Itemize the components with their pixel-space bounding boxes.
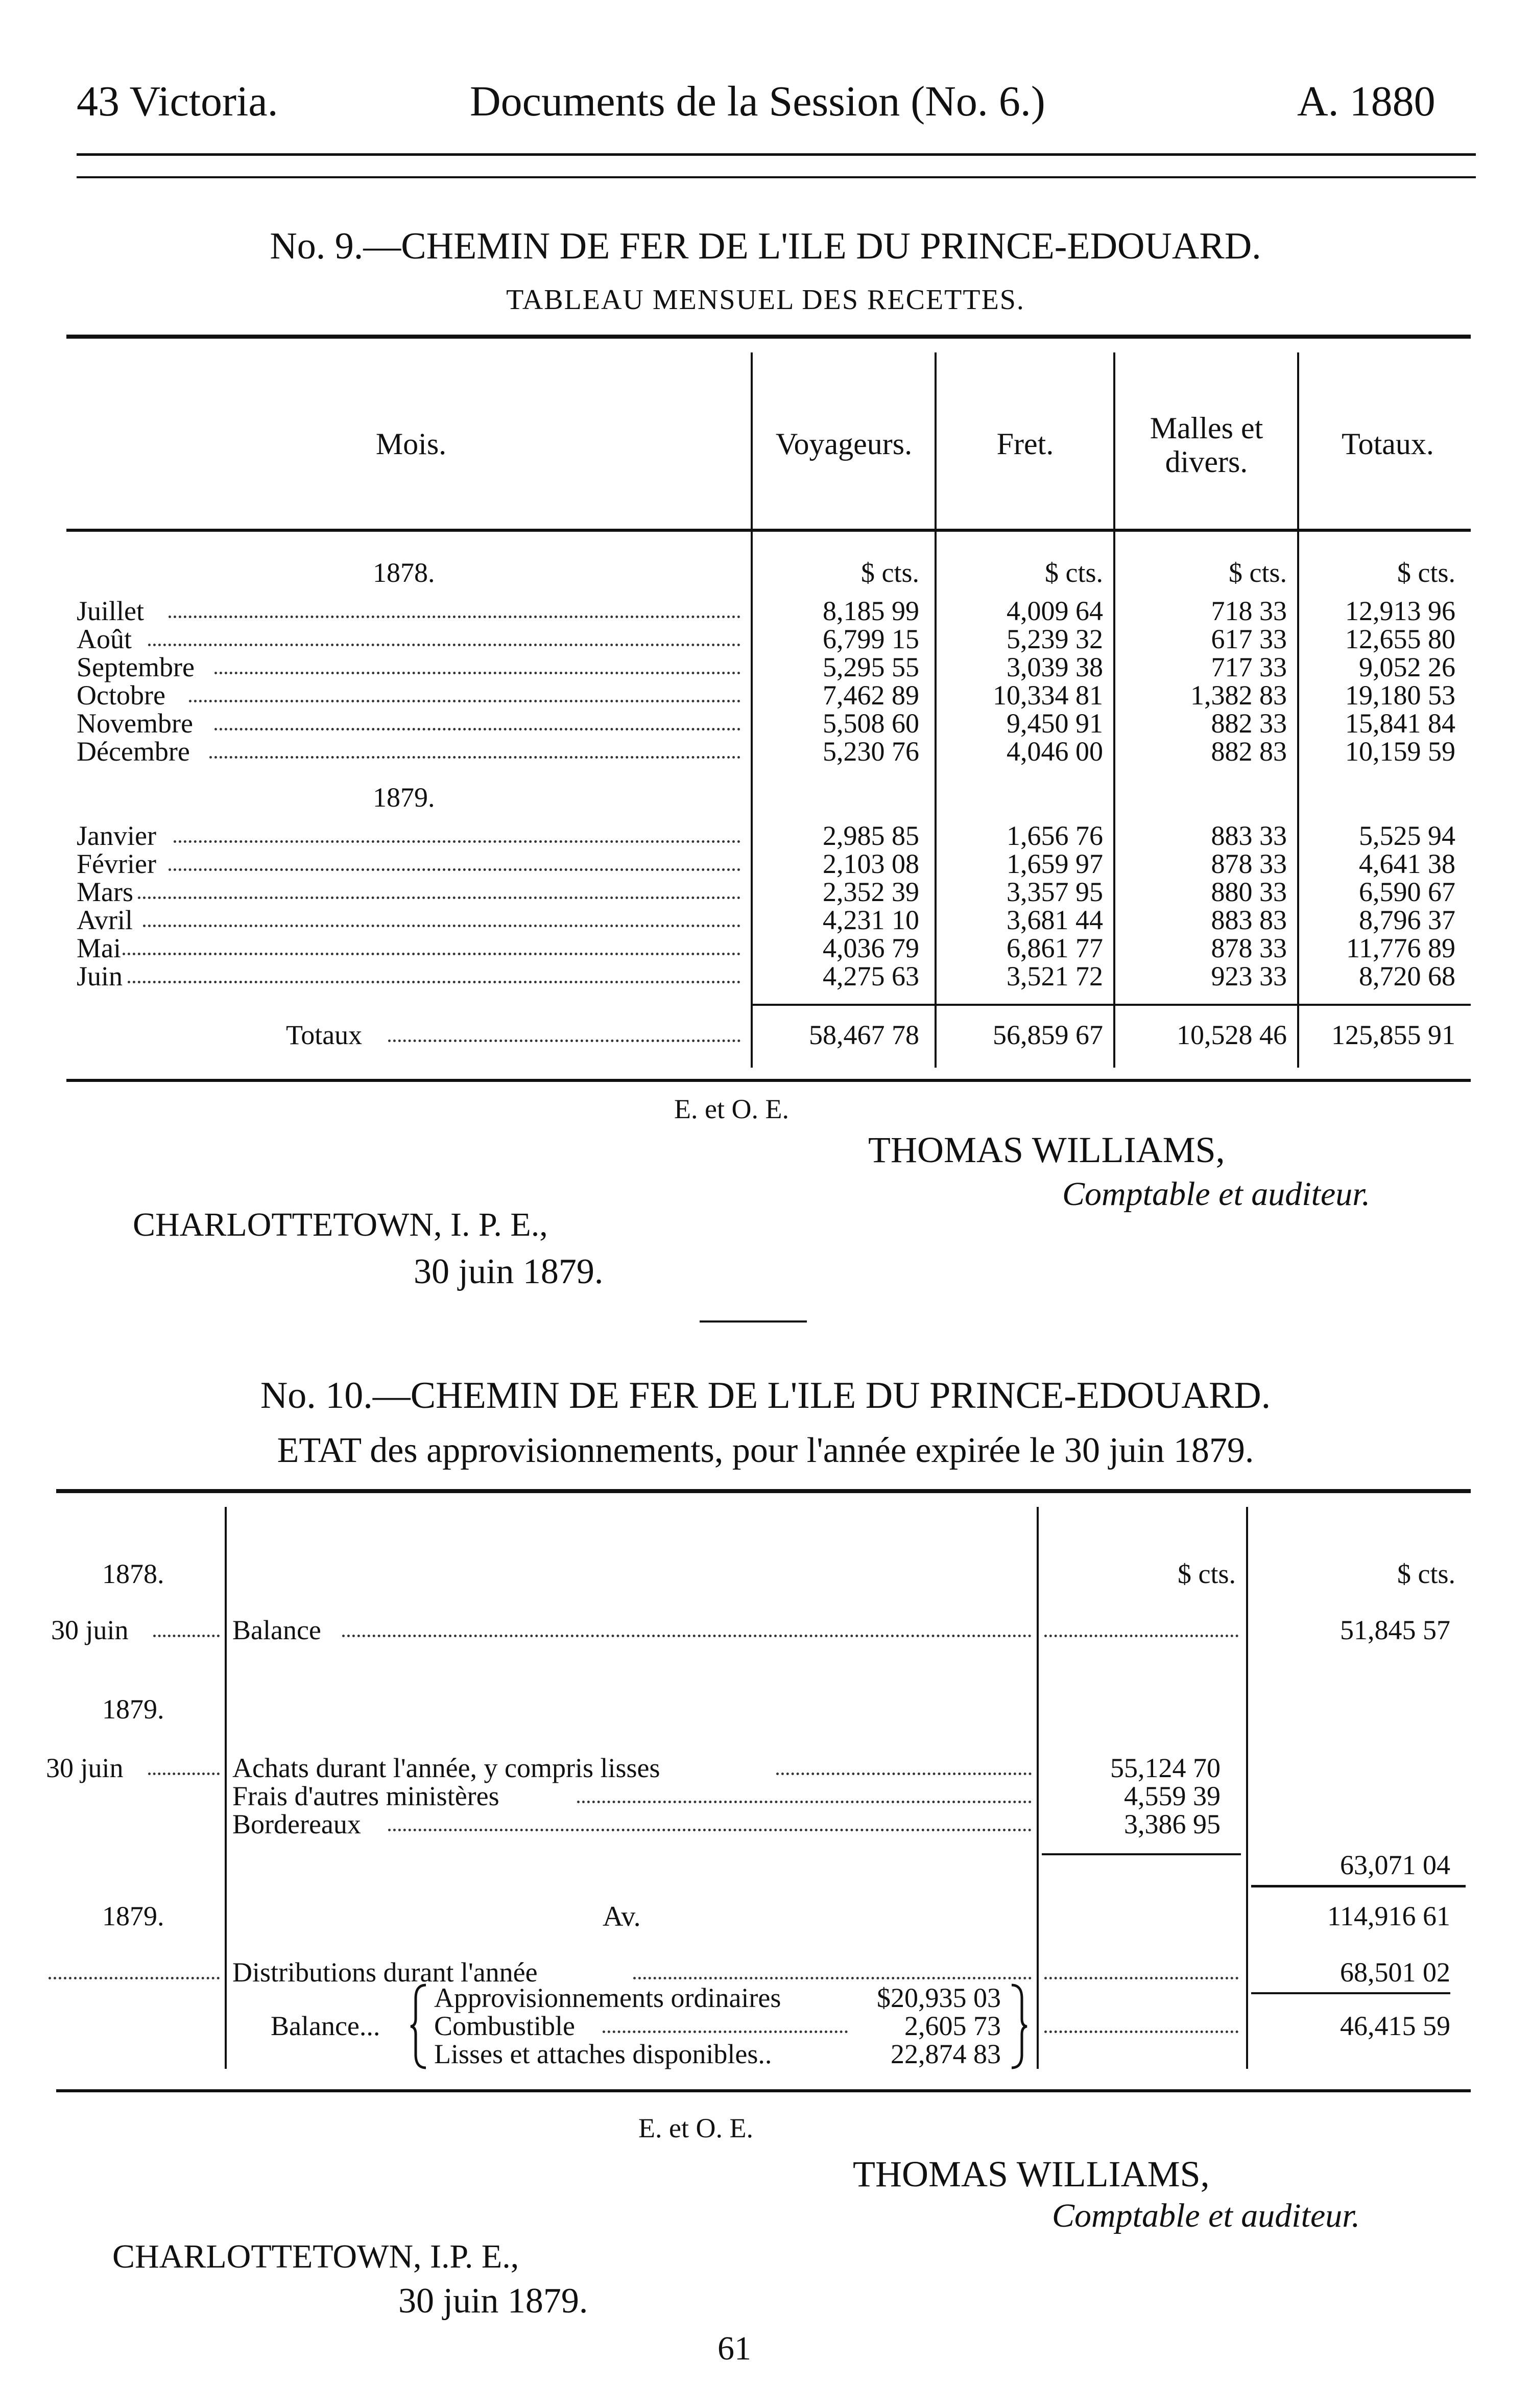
item-amount: 3,386 95 (1124, 1809, 1221, 1839)
cell-malles: 882 83 (1211, 736, 1287, 767)
total-malles: 10,528 46 (1177, 1020, 1287, 1050)
cell-malles: 878 33 (1211, 848, 1287, 879)
cell-voyageurs: 8,185 99 (823, 596, 919, 626)
table10-vline-1 (225, 1507, 227, 2069)
cell-totaux: 11,776 89 (1346, 933, 1455, 963)
leader-dots (388, 1040, 740, 1042)
month-label: Avril (77, 905, 133, 935)
table10-signer-title: Comptable et auditeur. (1052, 2197, 1360, 2234)
item-amount: 55,124 70 (1110, 1753, 1221, 1783)
table9-header-rule (66, 529, 1471, 532)
cell-totaux: 15,841 84 (1345, 708, 1455, 739)
cell-fret: 6,861 77 (1007, 933, 1103, 963)
grand-total-rule (1251, 1885, 1466, 1887)
table9-vline-2 (935, 352, 937, 1068)
month-label: Septembre (77, 652, 195, 682)
leader-dots (123, 953, 740, 955)
cell-malles: 880 33 (1211, 877, 1287, 907)
leader-dots (633, 1977, 1032, 1979)
table10-year-1879: 1879. (102, 1694, 164, 1725)
cell-fret: 9,450 91 (1007, 708, 1103, 739)
cell-fret: 3,521 72 (1007, 961, 1103, 991)
month-label: Février (77, 848, 156, 879)
cell-malles: 883 83 (1211, 905, 1287, 935)
leader-dots (342, 1635, 1032, 1637)
balance-total: 51,845 57 (1340, 1615, 1450, 1645)
table10-eo: E. et O. E. (638, 2113, 753, 2143)
cell-voyageurs: 2,985 85 (823, 820, 919, 851)
cell-totaux: 8,796 37 (1359, 905, 1455, 935)
item-label: Bordereaux (232, 1809, 361, 1839)
col-header-fret: Fret. (996, 427, 1054, 461)
cell-voyageurs: 4,275 63 (823, 961, 919, 991)
cell-voyageurs: 6,799 15 (823, 624, 919, 654)
table9-vline-3 (1113, 352, 1115, 1068)
leader-dots (143, 925, 740, 927)
table10-signer: THOMAS WILLIAMS, (853, 2154, 1210, 2194)
unit-voyageurs: $ cts. (861, 557, 919, 588)
cell-malles: 878 33 (1211, 933, 1287, 963)
cell-voyageurs: 7,462 89 (823, 680, 919, 711)
table9-place: CHARLOTTETOWN, I. P. E., (133, 1206, 548, 1243)
section-divider (700, 1320, 807, 1323)
distributions-label: Distributions durant l'année (232, 1957, 538, 1988)
av-label: Av. (603, 1901, 641, 1932)
total-voyageurs: 58,467 78 (809, 1020, 919, 1050)
col-header-totaux: Totaux. (1342, 427, 1434, 461)
cell-totaux: 12,913 96 (1345, 596, 1455, 626)
leader-dots (169, 868, 740, 871)
leader-dots (1044, 2031, 1238, 2033)
cell-fret: 3,357 95 (1007, 877, 1103, 907)
total-totaux: 125,855 91 (1331, 1020, 1455, 1050)
table9-year-1879: 1879. (373, 782, 435, 813)
table10-place: CHARLOTTETOWN, I.P. E., (112, 2238, 519, 2275)
cell-totaux: 19,180 53 (1345, 680, 1455, 711)
table10-year-1879b: 1879. (102, 1901, 164, 1931)
header-left: 43 Victoria. (77, 78, 278, 125)
cell-fret: 3,039 38 (1007, 652, 1103, 682)
table9-signer: THOMAS WILLIAMS, (868, 1129, 1225, 1170)
grand-total: 114,916 61 (1327, 1901, 1450, 1931)
cell-malles: 718 33 (1211, 596, 1287, 626)
table9-signer-title: Comptable et auditeur. (1062, 1175, 1371, 1213)
month-label: Juin (77, 961, 123, 991)
cell-totaux: 12,655 80 (1345, 624, 1455, 654)
cell-voyageurs: 5,230 76 (823, 736, 919, 767)
header-right: A. 1880 (1297, 78, 1436, 125)
cell-voyageurs: 4,231 10 (823, 905, 919, 935)
leader-dots (138, 896, 740, 899)
cell-fret: 10,334 81 (993, 680, 1103, 711)
leader-dots (189, 700, 740, 702)
leader-dots (169, 616, 740, 618)
cell-malles: 617 33 (1211, 624, 1287, 654)
cell-malles: 1,382 83 (1190, 680, 1287, 711)
sub-item-amount: 22,874 83 (891, 2039, 1001, 2069)
item-label: Achats durant l'année, y compris lisses (232, 1753, 660, 1783)
unit-malles: $ cts. (1229, 557, 1287, 588)
cell-totaux: 5,525 94 (1359, 820, 1455, 851)
cell-voyageurs: 5,508 60 (823, 708, 919, 739)
month-label: Novembre (77, 708, 193, 739)
cell-voyageurs: 2,103 08 (823, 848, 919, 879)
table10-title: No. 10.—CHEMIN DE FER DE L'ILE DU PRINCE-EDOUARD. (260, 1375, 1271, 1417)
table9-year-1878: 1878. (373, 557, 435, 588)
table10-top-rule (56, 1489, 1471, 1493)
col-header-mois: Mois. (375, 427, 447, 461)
cell-fret: 4,009 64 (1007, 596, 1103, 626)
table9-title: No. 9.—CHEMIN DE FER DE L'ILE DU PRINCE-EDOUARD. (270, 225, 1261, 267)
month-label: Mai (77, 933, 121, 963)
sub-item-label: Combustible (434, 2011, 576, 2041)
distributions-total: 68,501 02 (1340, 1957, 1450, 1988)
item-amount: 4,559 39 (1124, 1781, 1221, 1811)
cell-fret: 1,659 97 (1007, 848, 1103, 879)
table10-date-2: 30 juin (46, 1753, 124, 1783)
leader-dots (388, 1829, 1032, 1831)
header-rule-top (77, 153, 1476, 156)
leader-dots (577, 1801, 1032, 1803)
distributions-rule (1251, 1992, 1450, 1994)
table9-bottom-rule (66, 1079, 1471, 1082)
unit-fret: $ cts. (1045, 557, 1103, 588)
month-label: Mars (77, 877, 133, 907)
leader-dots (1044, 1977, 1238, 1979)
cell-fret: 3,681 44 (1007, 905, 1103, 935)
table10-date-1: 30 juin (51, 1615, 129, 1645)
col-header-malles: Malles et divers. (1150, 411, 1263, 479)
table9-eo: E. et O. E. (674, 1094, 789, 1124)
leader-dots (1044, 1635, 1238, 1637)
table10-date: 30 juin 1879. (398, 2281, 588, 2321)
table10-vline-2 (1037, 1507, 1039, 2069)
table9-top-rule (66, 335, 1471, 339)
col-header-voyageurs: Voyageurs. (775, 427, 913, 461)
unit-totaux: $ cts. (1397, 557, 1455, 588)
cell-totaux: 8,720 68 (1359, 961, 1455, 991)
month-label: Août (77, 624, 132, 654)
items-subtotal-rule (1042, 1853, 1241, 1855)
leader-dots (128, 981, 740, 983)
leader-dots (214, 672, 740, 674)
table10-year-1878: 1878. (102, 1559, 164, 1589)
cell-voyageurs: 2,352 39 (823, 877, 919, 907)
leader-dots (49, 1977, 220, 1979)
month-label: Janvier (77, 820, 156, 851)
leader-dots (148, 1773, 220, 1775)
table10-vline-3 (1246, 1507, 1248, 2069)
header-rule-bottom (77, 176, 1476, 178)
sub-item-label: Approvisionnements ordinaires (434, 1982, 781, 2013)
item-label: Frais d'autres ministères (232, 1781, 499, 1811)
leader-dots (148, 644, 740, 646)
table9-totals-rule (751, 1004, 1471, 1006)
sub-item-amount: $20,935 03 (877, 1982, 1001, 2013)
leader-dots (603, 2031, 848, 2033)
leader-dots (214, 728, 740, 730)
items-total: 63,071 04 (1340, 1850, 1450, 1880)
cell-fret: 4,046 00 (1007, 736, 1103, 767)
leader-dots (174, 840, 740, 843)
table10-subtitle: ETAT des approvisionnements, pour l'année expirée le 30 juin 1879. (277, 1431, 1254, 1470)
balance2-label: Balance... (271, 2011, 380, 2041)
month-label: Octobre (77, 680, 165, 711)
leader-dots (776, 1773, 1032, 1775)
left-brace-icon (409, 1983, 429, 2070)
leader-dots (153, 1635, 220, 1637)
month-label: Décembre (77, 736, 190, 767)
leader-dots (209, 756, 740, 759)
balance2-total: 46,415 59 (1340, 2011, 1450, 2041)
total-fret: 56,859 67 (993, 1020, 1103, 1050)
table9-vline-4 (1297, 352, 1299, 1068)
cell-totaux: 9,052 26 (1359, 652, 1455, 682)
cell-totaux: 6,590 67 (1359, 877, 1455, 907)
cell-fret: 5,239 32 (1007, 624, 1103, 654)
cell-fret: 1,656 76 (1007, 820, 1103, 851)
cell-totaux: 4,641 38 (1359, 848, 1455, 879)
header-center: Documents de la Session (No. 6.) (470, 78, 1045, 125)
table10-unit-1: $ cts. (1178, 1559, 1236, 1589)
cell-voyageurs: 5,295 55 (823, 652, 919, 682)
page-number: 61 (717, 2330, 751, 2367)
right-brace-icon (1009, 1983, 1029, 2070)
table9-subtitle: TABLEAU MENSUEL DES RECETTES. (506, 284, 1025, 316)
table10-bottom-rule (56, 2089, 1471, 2092)
cell-malles: 883 33 (1211, 820, 1287, 851)
sub-item-amount: 2,605 73 (904, 2011, 1001, 2041)
month-label: Juillet (77, 596, 144, 626)
balance-label: Balance (232, 1615, 321, 1645)
cell-malles: 923 33 (1211, 961, 1287, 991)
table10-unit-2: $ cts. (1397, 1559, 1455, 1589)
cell-malles: 882 33 (1211, 708, 1287, 739)
totals-label: Totaux (286, 1020, 363, 1050)
cell-totaux: 10,159 59 (1345, 736, 1455, 767)
cell-voyageurs: 4,036 79 (823, 933, 919, 963)
sub-item-label: Lisses et attaches disponibles.. (434, 2039, 772, 2069)
table9-date: 30 juin 1879. (414, 1252, 604, 1291)
table9-vline-1 (751, 352, 753, 1068)
cell-malles: 717 33 (1211, 652, 1287, 682)
